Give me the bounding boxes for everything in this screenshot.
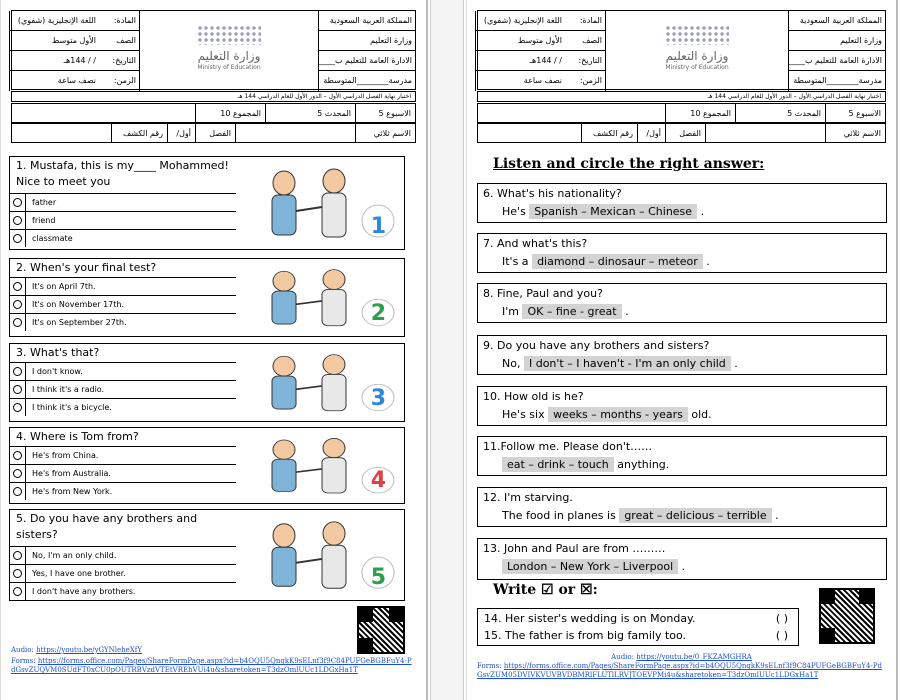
option-row[interactable] [10,295,236,313]
exam-header: المملكة العربية السعودية وزارة التعليم الادارة العامة للتعليم ب____ مدرسة________المتوسطة وزارة التعليم Ministry of Education المادة: الصف التاريخ: الزمن: اللغة الإنجليزية (شفوي) الأول متوسط / / 144هـ نصف ساعة [11,10,416,90]
question-text: 8. Fine, Paul and you? [483,287,603,300]
radio-circle-icon[interactable] [10,296,26,313]
answer-prefix: The food in planes is [502,509,616,522]
radio-circle-icon[interactable] [10,547,26,564]
audio-link-block-2: Audio: https://youtu.be/0_FKZAMGHRA [611,653,752,661]
time-value: نصف ساعة [57,76,96,85]
logo-dots-icon [665,25,729,45]
option-label: It's on September 27th. [32,318,127,327]
option-row[interactable] [10,582,236,600]
answer-choices[interactable]: London – New York – Liverpool [502,559,678,574]
question-6 [477,183,887,223]
radio-circle-icon[interactable] [10,483,26,500]
picture-number: 1 [370,214,386,239]
question-text: 1. Mustafa, this is my____ Mohammed! Nice to meet you [16,159,229,188]
radio-circle-icon[interactable] [10,314,26,331]
ministry-logo: وزارة التعليم Ministry of Education [139,11,319,91]
question-text: 2. When's your final test? [16,261,157,274]
option-row[interactable] [10,446,236,464]
option-row[interactable] [10,277,236,295]
answer-suffix: anything. [617,458,670,471]
option-label: He's from Australia. [32,469,111,478]
question-3 [9,343,405,422]
question-text: 9. Do you have any brothers and sisters? [483,339,710,352]
answer-prefix: No, [502,357,521,370]
radio-circle-icon[interactable] [10,447,26,464]
option-row[interactable] [10,211,236,229]
qr-code-icon [819,588,875,644]
question-7 [477,233,887,273]
audio-link-2[interactable]: https://youtu.be/0_FKZAMGHRA [636,653,752,661]
question-text: 13. John and Paul are from ……… [483,542,666,555]
date-value: / / 144هـ [10,51,99,71]
student-row: الاسم ثلاثي الفصل أول/ رقم الكشف [11,123,416,143]
option-row[interactable] [10,464,236,482]
question-5 [9,509,405,601]
grade-value: الأول متوسط [10,31,99,51]
answer-choices[interactable]: great – delicious – terrible [619,508,771,523]
forms-link-block: Forms: https://forms.office.com/Pages/ShareFormPage.aspx?id=b4OQU5QnqkK9sELnf3f9C84PUFGeBGBFuY4-PdGsvZUQVM0SUdFT0xCU0pOUTRBVzdVTEtVREhVUi4u&sharetoken=T3dzOmlUUc1LDGxHa1T [11,657,412,674]
directorate-text: الادارة العامة للتعليم ب____ [319,51,415,71]
page-1 [0,0,428,700]
cartoon-illustration [244,263,400,334]
option-label: I think it's a bicycle. [32,403,112,412]
page-2: المملكة العربية السعودية وزارة التعليم الادارة العامة للتعليم ب____ مدرسة________المتوسطة وزارة التعليم Ministry of Education المادة: الصف التاريخ: الزمن: اللغة الإنجليزية (شفوي) الأول متوسط / / 144هـ نصف ساعة اختبار نهاية الفصل الدراسي الأول – الدور الأول للعام الدراسي 144 هـ الاسبوع 5 المحدث 5 المجموع 10 الاسم ثلاثي الفصل أول/ رقم الكشف Listen and circle the right answer: 6. What's his nationality? He's Spanish – Mexican – Chinese . 7. And what's this? It's a diamond – dinosaur – meteor . 8. Fine, Paul and you? I'm OK – fine - great . 9. Do you have any brothers and sisters? No, I don't – I haven't - I'm an only child . 10. How old is he? He's six weeks – months - years old. 11.Follow me. Please don't…… eat – drink – touch anything. 12. I'm starving. The food in planes is great – delicious – terrible . 13. John and Paul are from ……… London – New York – Liverpool . Write ☑ or ☒: 14. Her sister's wedding is on Monday. ( ) 15. The father is from big family too. ( ) Audio: https://youtu.be/0_FKZAMGHRA Forms: https://forms.office.com/Pages/ShareFormPage.aspx?id=b4OQU5QnqkK9sELnf3f9C84PUFGeBGBFuY4-PdGsvZUM05DVIVKVUVBVDBMRlFLUTlLRVJTOEVPMi4u&sharetoken=T3dzOmlUUc1LDGxHa1T [466,0,898,700]
option-row[interactable] [10,193,236,211]
radio-circle-icon[interactable] [10,583,26,600]
answer-choices[interactable]: Spanish – Mexican – Chinese [529,204,697,219]
answer-choices[interactable]: weeks – months - years [548,407,688,422]
question-text: 12. I'm starving. [483,491,573,504]
option-row[interactable] [10,380,236,398]
question-text: 10. How old is he? [483,390,584,403]
option-label: It's on November 17th. [32,300,125,309]
radio-circle-icon[interactable] [10,278,26,295]
question-4 [9,427,405,504]
question-text: 5. Do you have any brothers and sisters? [16,512,198,541]
option-label: father [32,198,57,207]
picture-number: 5 [370,565,386,590]
answer-suffix: old. [691,408,712,421]
answer-suffix: . [681,560,686,573]
answer-prefix: It's a [502,255,529,268]
ministry-logo-2: وزارة التعليم Ministry of Education [605,11,789,91]
question-9 [477,335,887,375]
logo-dots-icon [197,25,261,45]
cartoon-illustration [244,432,400,501]
radio-circle-icon[interactable] [10,194,26,211]
kingdom-text: المملكة العربية السعودية [319,11,415,31]
question-8 [477,283,887,323]
tf-question-15: 15. The father is from big family too. [484,629,687,642]
write-instruction: Write ☑ or ☒: [493,582,598,598]
option-label: No, I'm an only child. [32,551,117,560]
forms-link[interactable]: https://forms.office.com/Pages/ShareFormPage.aspx?id=b4OQU5QnqkK9sELnf3f9C84PUFGeBGBFuY4-PdGsvZUQVM0SUdFT0xCU0pOUTRBVzdVTEtVREhVUi4u&sharetoken=T3dzOmlUUc1LDGxHa1T [11,657,412,674]
answer-box-15[interactable]: ( ) [775,629,788,642]
subject-value: اللغة الإنجليزية (شفوي) [10,11,99,31]
option-label: classmate [32,234,73,243]
picture-number: 3 [370,386,386,411]
ministry-text: وزارة التعليم [319,31,415,51]
radio-circle-icon[interactable] [10,465,26,482]
section-title: Listen and circle the right answer: [493,156,765,172]
option-row[interactable] [10,482,236,500]
tf-question-14: 14. Her sister's wedding is on Monday. [484,612,696,625]
option-row[interactable] [10,564,236,582]
answer-suffix: . [625,305,629,318]
radio-circle-icon[interactable] [10,363,26,380]
option-label: It's on April 7th. [32,282,96,291]
picture-number: 2 [370,301,386,326]
answer-choices[interactable]: I don't – I haven't - I'm an only child [524,356,731,371]
option-row[interactable] [10,398,236,416]
cartoon-illustration [244,514,400,598]
cartoon-illustration [244,348,400,419]
cartoon-illustration [244,161,400,247]
forms-link-block-2: Forms: https://forms.office.com/Pages/ShareFormPage.aspx?id=b4OQU5QnqkK9sELnf3f9C84PUFGeBGBFuY4-PdGsvZUM05DVIVKVUVBVDBMRlFLUTlLRVJTOEVPMi4u&sharetoken=T3dzOmlUUc1LDGxHa1T [477,662,883,679]
question-text: 11.Follow me. Please don't…… [483,440,653,453]
score-row: الاسبوع 5 المحدث 5 المجموع 10 [11,103,416,123]
option-label: He's from New York. [32,487,113,496]
answer-prefix: I'm [502,305,519,318]
option-label: He's from China. [32,451,99,460]
question-13 [477,538,887,580]
radio-circle-icon[interactable] [10,565,26,582]
question-text: 7. And what's this? [483,237,588,250]
option-row[interactable] [10,362,236,380]
audio-link-block: Audio: https://youtu.be/yGYNleheXfY [11,646,142,654]
answer-box-14[interactable]: ( ) [775,612,788,625]
answer-suffix: . [700,205,705,218]
audio-link[interactable]: https://youtu.be/yGYNleheXfY [36,646,142,654]
exam-strip: اختبار نهاية الفصل الدراسي الأول – الدور الأول للعام الدراسي 144 هـ [11,91,416,102]
option-label: I don't know. [32,367,83,376]
option-label: Yes, I have one brother. [32,569,126,578]
question-11 [477,436,887,476]
answer-prefix: He's [502,205,526,218]
page-gap [430,0,464,700]
question-1 [9,156,405,250]
true-false-box [477,608,799,646]
answer-choices[interactable]: diamond – dinosaur – meteor [532,254,703,269]
forms-link-2[interactable]: https://forms.office.com/Pages/ShareFormPage.aspx?id=b4OQU5QnqkK9sELnf3f9C84PUFGeBGBFuY4-PdGsvZUM05DVIVKVUVBVDBMRlFLUTlLRVJTOEVPMi4u&sharetoken=T3dzOmlUUc1LDGxHa1T [477,662,883,679]
answer-choices[interactable]: eat – drink – touch [502,457,614,472]
question-text: 4. Where is Tom from? [16,430,139,443]
answer-choices[interactable]: OK – fine - great [522,304,621,319]
question-12 [477,487,887,527]
radio-circle-icon[interactable] [10,230,26,247]
radio-circle-icon[interactable] [10,212,26,229]
answer-suffix: . [775,509,779,522]
answer-suffix: . [706,255,710,268]
option-label: I think it's a radio. [32,385,105,394]
question-text: 3. What's that? [16,346,100,359]
answer-suffix: . [734,357,738,370]
exam-header-2: المملكة العربية السعودية وزارة التعليم الادارة العامة للتعليم ب____ مدرسة________المتوسطة وزارة التعليم Ministry of Education المادة: الصف التاريخ: الزمن: اللغة الإنجليزية (شفوي) الأول متوسط / / 144هـ نصف ساعة [477,10,886,90]
option-label: friend [32,216,56,225]
option-row[interactable] [10,229,236,247]
radio-circle-icon[interactable] [10,399,26,416]
answer-prefix: He's six [502,408,545,421]
school-text: مدرسة________المتوسطة [323,76,412,85]
question-10 [477,386,887,426]
option-label: I don't have any brothers. [32,587,136,596]
picture-number: 4 [370,468,386,493]
question-text: 6. What's his nationality? [483,187,622,200]
option-row[interactable] [10,546,236,564]
option-row[interactable] [10,313,236,331]
question-2 [9,258,405,337]
radio-circle-icon[interactable] [10,381,26,398]
